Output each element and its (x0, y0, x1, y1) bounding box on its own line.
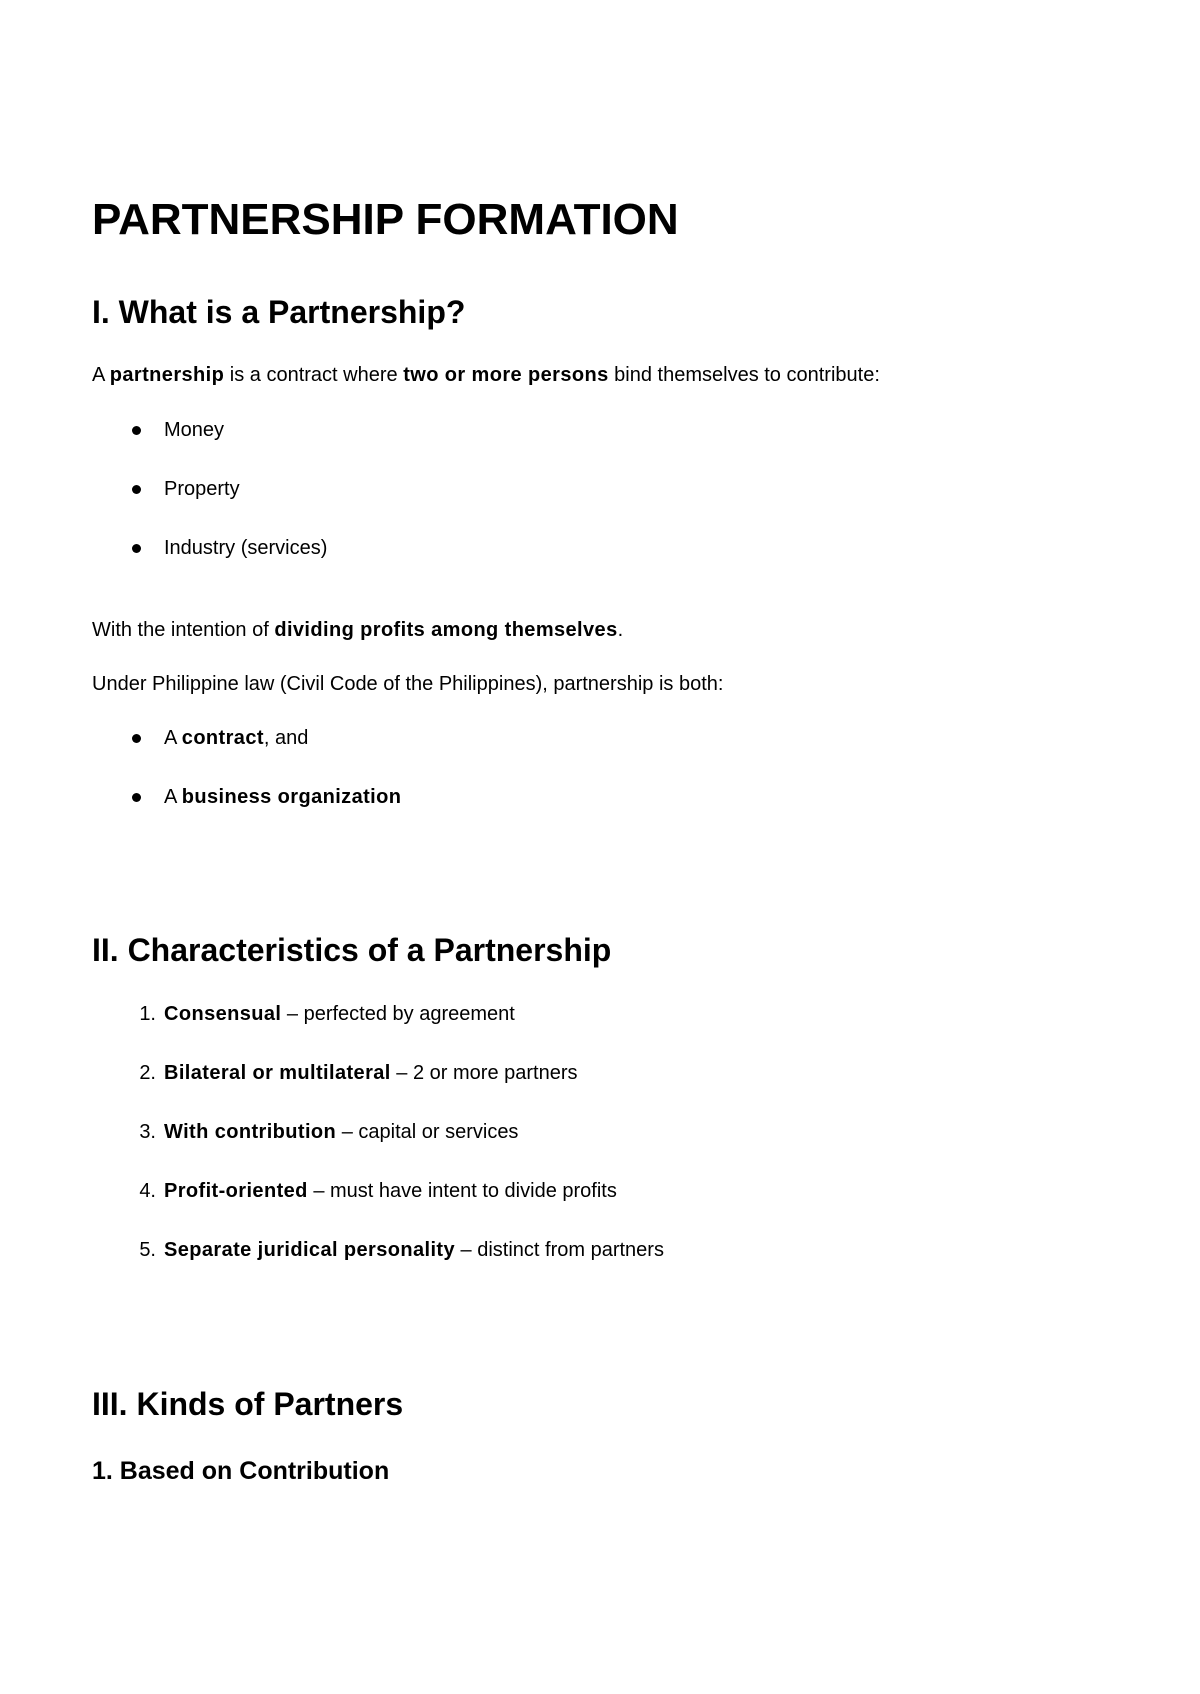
list-item (139, 1000, 515, 1028)
bold-term: Bilateral or multilateral (164, 1062, 391, 1084)
text: A (164, 786, 182, 808)
list-number: 2. (139, 1062, 156, 1084)
text: – must have intent to divide profits (307, 1180, 617, 1202)
bold-term: contract (181, 727, 264, 749)
bold-term: Separate juridical personality (164, 1239, 455, 1261)
list-number: 4. (139, 1180, 156, 1202)
text: . (617, 619, 624, 641)
bullet-icon (132, 426, 141, 435)
list-item (164, 783, 401, 811)
list-number: 3. (139, 1121, 156, 1143)
section-heading-kinds-of-partners: III. Kinds of Partners (92, 1386, 404, 1422)
subsection-heading-based-on-contribution: 1. Based on Contribution (92, 1457, 390, 1485)
bullet-icon (132, 793, 141, 802)
list-number: 1. (139, 1003, 156, 1025)
intention-paragraph (92, 616, 623, 644)
bold-term: two or more persons (403, 364, 609, 386)
bullet-icon (132, 544, 141, 553)
text: A (92, 364, 110, 386)
text: , and (263, 727, 309, 749)
list-item-text: Money (164, 419, 225, 441)
bold-term: business organization (181, 786, 402, 808)
list-item (139, 1236, 664, 1264)
text: – capital or services (336, 1121, 519, 1143)
partnership-definition (92, 361, 880, 389)
text: is a contract where (224, 364, 404, 386)
text: – distinct from partners (455, 1239, 664, 1261)
text: bind themselves to contribute: (608, 364, 880, 386)
section-heading-what-is-partnership: I. What is a Partnership? (92, 294, 466, 330)
list-item-text: Property (164, 478, 240, 500)
section-heading-characteristics: II. Characteristics of a Partnership (92, 932, 612, 968)
list-number: 5. (139, 1239, 156, 1261)
text: With the intention of (92, 619, 275, 641)
document-page (92, 0, 1132, 1694)
list-item (164, 724, 308, 752)
bullet-icon (132, 734, 141, 743)
list-item-text: Industry (services) (164, 537, 328, 559)
bullet-icon (132, 485, 141, 494)
list-item (139, 1059, 578, 1087)
list-item (139, 1118, 519, 1146)
bold-term: dividing profits among themselves (274, 619, 618, 641)
bold-term: With contribution (164, 1121, 337, 1143)
document-title: PARTNERSHIP FORMATION (92, 195, 679, 244)
law-paragraph: Under Philippine law (Civil Code of the Philippines), partnership is both: (92, 673, 724, 695)
bold-term: Consensual (164, 1003, 282, 1025)
text: – perfected by agreement (281, 1003, 515, 1025)
list-item (139, 1177, 617, 1205)
text: A (164, 727, 182, 749)
list-item (164, 534, 327, 562)
bold-term: Profit-oriented (164, 1180, 308, 1202)
list-item (164, 475, 240, 503)
list-item (164, 416, 224, 444)
bold-term: partnership (109, 364, 225, 386)
text: – 2 or more partners (390, 1062, 578, 1084)
